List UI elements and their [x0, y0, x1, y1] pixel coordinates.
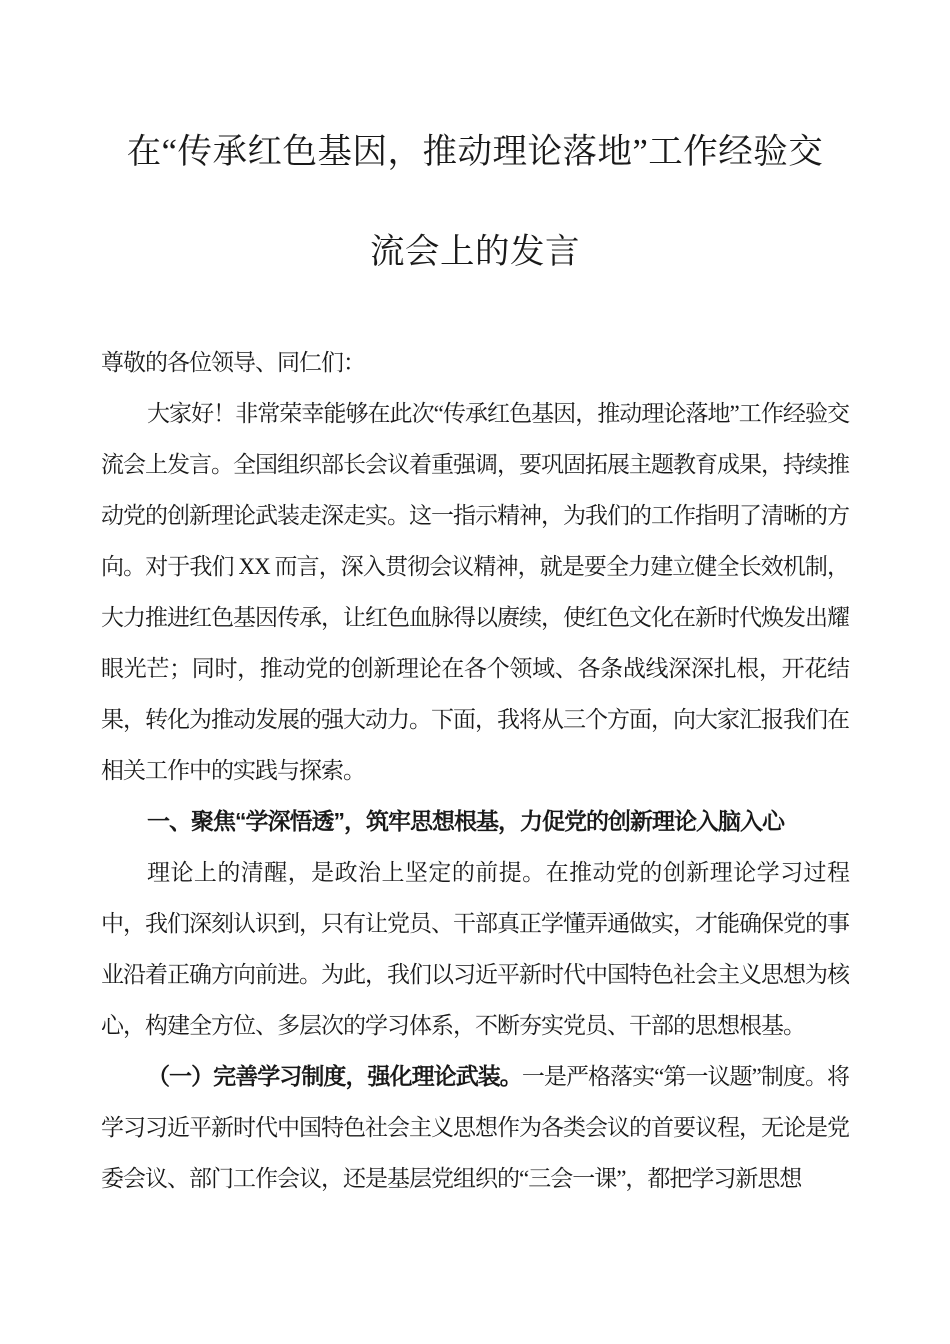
section-1-paragraph: 理论上的清醒，是政治上坚定的前提。在推动党的创新理论学习过程中，我们深刻认识到，只有让党员、干部真正学懂弄通做实，才能确保党的事业沿着正确方向前进。为此，我们以习近平新时代中国特色社会主义思想为核心，构建全方位、多层次的学习体系，不断夯实党员、干部的思想根基。 [101, 860, 849, 1038]
document-body [101, 337, 849, 1204]
intro-paragraph: 大家好！非常荣幸能够在此次“传承红色基因，推动理论落地”工作经验交流会上发言。全国组织部长会议着重强调，要巩固拓展主题教育成果，持续推动党的创新理论武装走深走实。这一指示精神，为我们的工作指明了清晰的方向。对于我们 XX 而言，深入贯彻会议精神，就是要全力建立健全长效机制，大力推进红色基因传承，让红色血脉得以赓续，使红色文化在新时代焕发出耀眼光芒；同时，推动党的创新理论在各个领域、各条战线深深扎根，开花结果，转化为推动发展的强大动力。下面，我将从三个方面，向大家汇报我们在相关工作中的实践与探索。 [101, 401, 849, 783]
subsection-1-lead: （一）完善学习制度，强化理论武装。 [147, 1063, 522, 1089]
subsection-1-paragraph [101, 1051, 849, 1204]
document-title-line1: 在“传承红色基因，推动理论落地”工作经验交 [126, 133, 824, 171]
salutation: 尊敬的各位领导、同仁们： [101, 350, 365, 375]
document-title-line2: 流会上的发言 [370, 233, 580, 271]
document-title [101, 102, 849, 302]
section-1-heading: 一、聚焦“学深悟透”，筑牢思想根基，力促党的创新理论入脑入心 [147, 808, 784, 834]
subsection-1-text: 一是严格落实“第一议题”制度。将学习习近平新时代中国特色社会主义思想作为各类会议的首要议程，无论是党委会议、部门工作会议，还是基层党组织的“三会一课”，都把学习新思想 [101, 1064, 849, 1191]
